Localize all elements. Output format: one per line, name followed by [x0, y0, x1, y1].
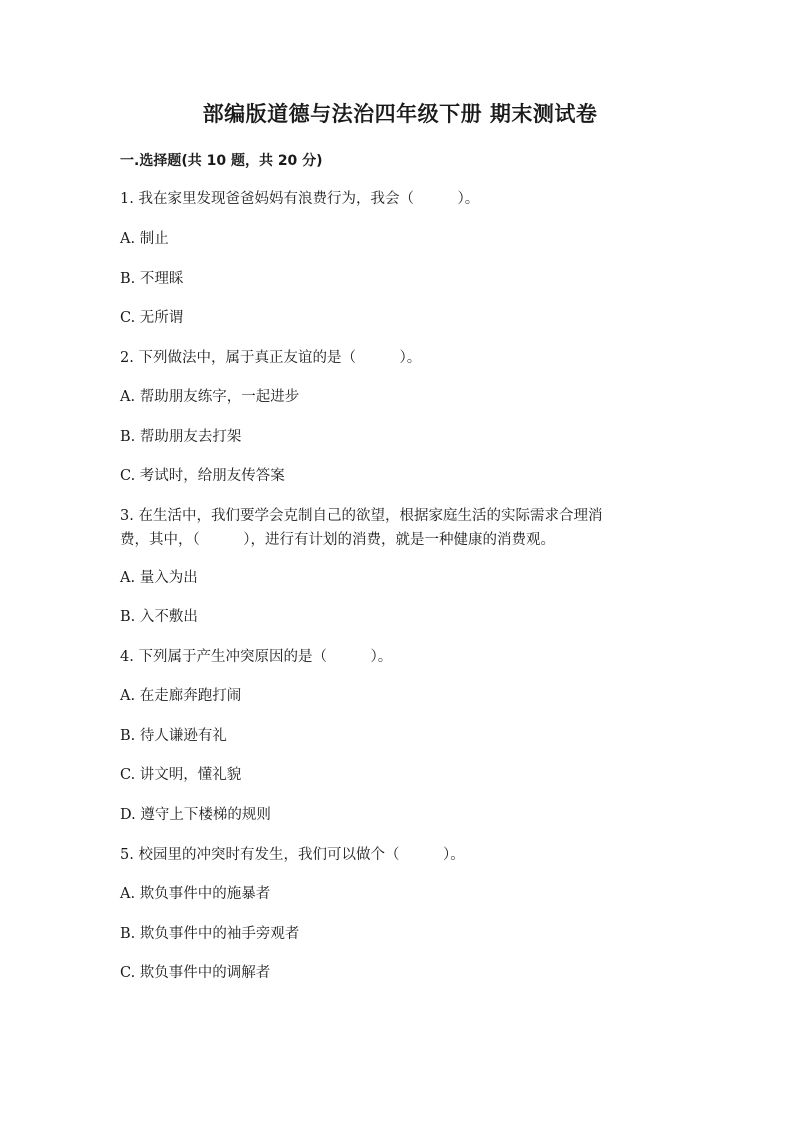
question-3-stem-line-2: 费，其中，（ ），进行有计划的消费，就是一种健康的消费观。	[120, 532, 555, 548]
question-3-stem-line-1: 3. 在生活中，我们要学会克制自己的欲望，根据家庭生活的实际需求合理消	[120, 508, 603, 524]
question-1-option-b: B. 不理睬	[120, 271, 184, 287]
question-2-option-a: A. 帮助朋友练字，一起进步	[120, 389, 300, 405]
question-4-option-a: A. 在走廊奔跑打闹	[120, 688, 242, 704]
question-3-option-b: B. 入不敷出	[120, 609, 198, 625]
question-3-option-a: A. 量入为出	[120, 570, 198, 586]
question-4-option-d: D. 遵守上下楼梯的规则	[120, 807, 271, 823]
question-5-option-b: B. 欺负事件中的袖手旁观者	[120, 926, 300, 942]
question-5-option-a: A. 欺负事件中的施暴者	[120, 886, 271, 902]
question-1-option-c: C. 无所谓	[120, 310, 184, 326]
exam-title: 部编版道德与法治四年级下册 期末测试卷	[202, 102, 598, 126]
question-4-option-b: B. 待人谦逊有礼	[120, 728, 227, 744]
question-2-stem: 2. 下列做法中，属于真正友谊的是（ ）。	[120, 350, 422, 366]
question-5-stem: 5. 校园里的冲突时有发生，我们可以做个（ ）。	[120, 847, 465, 863]
question-4-stem: 4. 下列属于产生冲突原因的是（ ）。	[120, 649, 393, 665]
question-2-option-b: B. 帮助朋友去打架	[120, 429, 242, 445]
question-5-option-c: C. 欺负事件中的调解者	[120, 965, 271, 981]
question-1-option-a: A. 制止	[120, 231, 169, 247]
question-4-option-c: C. 讲文明，懂礼貌	[120, 767, 242, 783]
question-2-option-c: C. 考试时，给朋友传答案	[120, 468, 285, 484]
question-1-stem: 1. 我在家里发现爸爸妈妈有浪费行为，我会（ ）。	[120, 191, 480, 207]
section-heading: 一.选择题(共 10 题，共 20 分)	[120, 153, 323, 169]
